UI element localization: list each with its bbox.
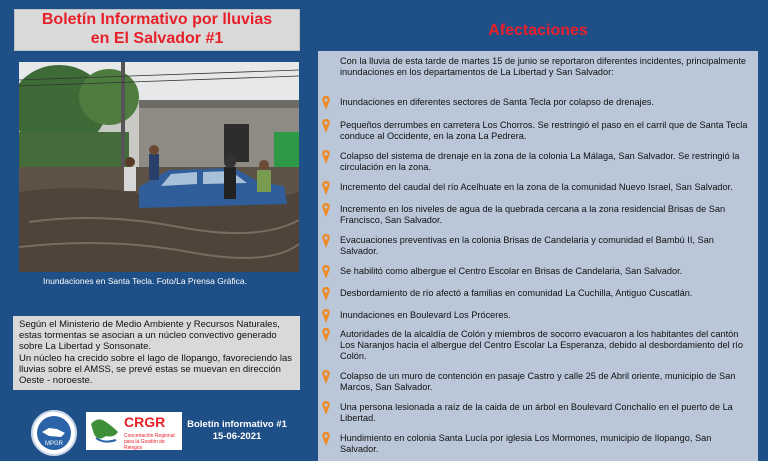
afectaciones-title: Afectaciones xyxy=(488,22,588,39)
map-pin-icon xyxy=(320,118,332,134)
map-pin-icon xyxy=(320,202,332,218)
title-banner xyxy=(14,9,300,51)
mpgr-logo xyxy=(31,410,77,456)
afectacion-item: Una persona lesionada a raíz de la caida de un árbol en Boulevard Conchalío en el puerto de La Libertad. xyxy=(340,402,733,423)
afectacion-item: Autoridades de la alcaldía de Colón y miembros de socorro evacuaron a los habitantes del cantón Los Naranjos hacia el albergue del Centro Escolar La Esperanza, debido al desbordamiento del río Colón. xyxy=(340,329,743,361)
info-paragraph-2: Un núcleo ha crecido sobre el lago de Ilopango, favoreciendo las lluvias sobre el AMSS, se prevé estas se muevan en dirección Oeste - noroeste. xyxy=(19,352,293,387)
afectacion-item: Incremento del caudal del río Acelhuate en la zona de la comunidad Nuevo Israel, San Salvador. xyxy=(340,182,733,192)
map-pin-icon xyxy=(320,431,332,447)
footer-logos xyxy=(0,403,312,461)
afectacion-item: Pequeños derrumbes en carretera Los Chorros. Se restringió el paso en el carril que de Santa Tecla conduce al Occidente, en la zona La Pedrera. xyxy=(340,120,748,141)
afectacion-item: Se habilitó como albergue el Centro Escolar en Brisas de Candelaria, San Salvador. xyxy=(340,266,683,276)
crgr-logo-subtitle: Concertación Regional para la Gestión de Riesgos xyxy=(124,433,175,451)
map-pin-icon xyxy=(320,149,332,165)
afectacion-item: Colapso del sistema de drenaje en la zona de la colonia La Málaga, San Salvador. Se restringió la circulación en la zona. xyxy=(340,151,740,172)
afectacion-item: Incremento en los niveles de agua de la quebrada cercana a la zona residencial Brisas de San Francisco, San Salvador. xyxy=(340,204,726,225)
afectacion-item: Colapso de un muro de contención en pasaje Castro y calle 25 de Abril oriente, municipio de San Marcos, San Salvador. xyxy=(340,371,736,392)
left-column xyxy=(0,0,312,461)
map-pin-icon xyxy=(320,233,332,249)
map-pin-icon xyxy=(320,286,332,302)
title-line-1: Boletín Informativo por lluvias xyxy=(41,11,273,28)
bulletin-date: 15-06-2021 xyxy=(212,431,262,442)
afectacion-item: Evacuaciones preventivas en la colonia Brisas de Candelaria y comunidad el Bambú II, San Salvador. xyxy=(340,235,714,256)
crgr-logo-text: CRGR xyxy=(124,414,166,430)
map-pin-icon xyxy=(320,400,332,416)
map-pin-icon xyxy=(320,180,332,196)
info-box xyxy=(13,316,300,390)
map-pin-icon xyxy=(320,264,332,280)
title-line-2: en El Salvador #1 xyxy=(90,30,224,47)
afectacion-item: Desbordamiento de río afectó a familias en comunidad La Cuchilla, Antiguo Cuscatlán. xyxy=(340,288,693,298)
map-pin-icon xyxy=(320,95,332,111)
mpgr-logo-text: MPGR xyxy=(45,441,63,447)
map-pin-icon xyxy=(320,327,332,343)
info-paragraph-1: Según el Ministerio de Medio Ambiente y Recursos Naturales, estas tormentas se asocian a un núcleo convectivo generado sobre La Libertad y Sonsonate. xyxy=(19,319,280,353)
afectaciones-header xyxy=(318,13,758,48)
afectaciones-intro: Con la lluvia de esta tarde de martes 15 de junio se reportaron diferentes incidentes, principalmente inundaciones en los departamentos de La Libertad y San Salvador: xyxy=(340,56,747,77)
map-pin-icon xyxy=(320,369,332,385)
photo-caption: Inundaciones en Santa Tecla. Foto/La Prensa Gráfica. xyxy=(43,276,247,286)
bulletin-label xyxy=(184,419,290,443)
crgr-logo xyxy=(86,412,182,450)
afectacion-item: Inundaciones en Boulevard Los Próceres. xyxy=(340,310,511,320)
afectacion-item: Inundaciones en diferentes sectores de Santa Tecla por colapso de drenajes. xyxy=(340,97,654,107)
afectaciones-panel xyxy=(318,51,758,461)
map-pin-icon xyxy=(320,308,332,324)
afectacion-item: Hundimiento en colonia Santa Lucía por iglesia Los Mormones, municipio de Ilopango, San Salvador. xyxy=(340,433,712,454)
flood-photo xyxy=(19,62,299,272)
bulletin-number: Boletín informativo #1 xyxy=(187,419,287,430)
